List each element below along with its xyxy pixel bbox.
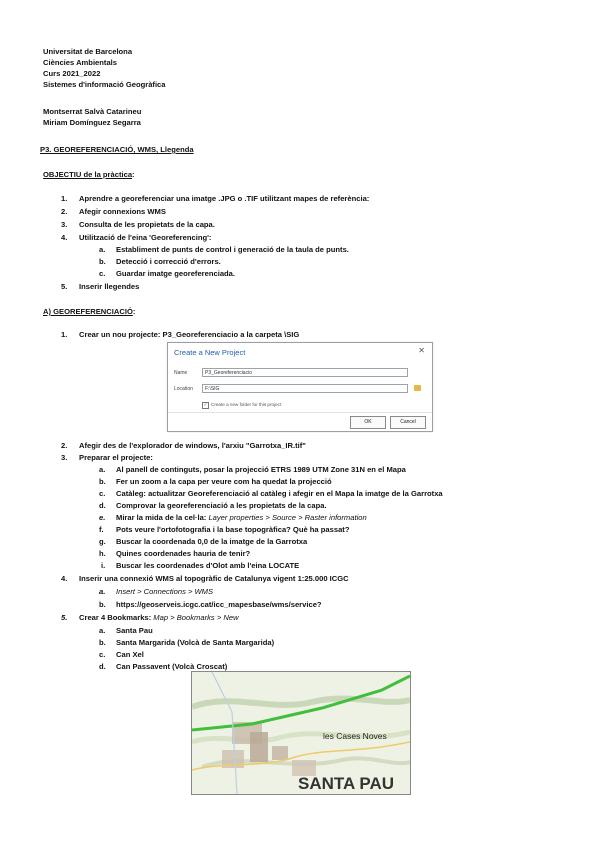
step2-text: Afegir des de l'explorador de windows, l'arxiu "Garrotxa_IR.tif" [79,441,306,450]
step3-num-i: i. [101,561,106,570]
map-label-cases: les Cases Noves [323,731,387,741]
step4-num: 4. [61,574,68,583]
step3-c: Catàleg: actualitzar Georeferenciació al catàleg i afegir en el Mapa la imatge de la Garrotxa [116,489,443,498]
step5-d: Can Passavent (Volcà Croscat) [116,662,228,671]
step3-num-h: h. [99,549,106,558]
step4-text: Inserir una connexió WMS al topogràfic de Catalunya vigent 1:25.000 ICGC [79,574,349,583]
author-2: Miriam Domínguez Segarra [43,118,141,127]
obj-item-5: Inserir llegendes [79,282,140,291]
step3-num-c: c. [99,489,106,498]
section-a-heading [43,307,135,317]
step3-g: Buscar la coordenada 0,0 de la imatge de la Garrotxa [116,537,308,546]
step3-a: Al panell de continguts, posar la projecció ETRS 1989 UTM Zone 31N en el Mapa [116,465,406,474]
obj-sub-num-b: b. [99,257,106,266]
folder-icon[interactable] [414,385,421,391]
obj-sub-b: Detecció i correcció d'errors. [116,257,221,266]
obj-num-1: 1. [61,194,68,203]
new-folder-checkbox-label: Create a new folder for this project [211,402,282,407]
step5-text [79,613,239,623]
step3-num-b: b. [99,477,106,486]
location-label: Location [174,386,193,392]
step5-c: Can Xel [116,650,144,659]
course: Curs 2021_2022 [43,69,101,78]
step3-num-f: f. [99,525,104,534]
step3-text: Preparar el projecte: [79,453,153,462]
step5-num-d: d. [99,662,106,671]
step5-num-a: a. [99,626,106,635]
step1-text: Crear un nou projecte: P3_Georeferenciacio a la carpeta \SIG [79,330,300,339]
step5-num-c: c. [99,650,106,659]
obj-sub-num-c: c. [99,269,106,278]
obj-item-4: Utilització de l'eina 'Georeferencing': [79,233,212,242]
checkbox-icon[interactable]: ✓ [203,402,208,408]
step4-num-b: b. [99,600,106,609]
name-field[interactable]: P3_Georeferenciacio [202,368,408,377]
obj-sub-c: Guardar imatge georeferenciada. [116,269,236,278]
name-label: Name [174,370,188,376]
map-label-town: SANTA PAU [298,774,395,793]
obj-item-1: Aprendre a georeferenciar una imatge .JPG o .TIF utilitzant mapes de referència: [79,194,370,203]
step3-num: 3. [61,453,68,462]
section-a-heading-text: A) GEOREFERENCIACIÓ [43,307,133,316]
step4-b: https://geoserveis.icgc.cat/icc_mapesbase/wms/service? [116,600,322,609]
step4-num-a: a. [99,587,106,596]
step1-num: 1. [61,330,68,339]
step3-e [116,513,367,523]
ok-button[interactable]: OK [350,416,386,429]
step2-num: 2. [61,441,68,450]
step4-a: Insert > Connections > WMS [116,587,214,596]
step5-text-main: Crear 4 Bookmarks: [79,613,154,622]
degree: Ciències Ambientals [43,58,117,67]
step3-b: Fer un zoom a la capa per veure com ha quedat la projecció [116,477,332,486]
step5-num-b: b. [99,638,106,647]
new-project-dialog [167,342,433,432]
step3-d: Comprovar la georeferenciació a les propietats de la capa. [116,501,327,510]
section-title: P3. GEOREFERENCIACIÓ, WMS, Llegenda [40,145,194,154]
step3-i: Buscar les coordenades d'Olot amb l'eina LOCATE [116,561,300,570]
obj-item-3: Consulta de les propietats de la capa. [79,220,215,229]
step5-num: 5. [61,613,68,622]
step3-num-g: g. [99,537,106,546]
dialog-separator [168,412,432,413]
obj-num-2: 2. [61,207,68,216]
obj-num-4: 4. [61,233,68,242]
step3-e-text: Mirar la mida de la cel·la: [116,513,209,522]
close-icon[interactable]: ✕ [418,346,425,355]
location-field[interactable]: F:\SIG [202,384,408,393]
obj-num-5: 5. [61,282,68,291]
step3-e-path: Layer properties > Source > Raster information [208,513,367,522]
objective-heading-text: OBJECTIU de la pràctica [43,170,133,179]
author-1: Montserrat Salvà Catarineu [43,107,142,116]
step3-f: Pots veure l'ortofotografia i la base topogràfica? Què ha passat? [116,525,350,534]
obj-num-3: 3. [61,220,68,229]
obj-sub-num-a: a. [99,245,106,254]
step3-num-a: a. [99,465,106,474]
obj-item-2: Afegir connexions WMS [79,207,166,216]
obj-sub-a: Establiment de punts de control i generació de la taula de punts. [116,245,349,254]
objective-heading-colon: : [132,170,135,179]
map-graphic [192,672,410,794]
step3-num-e: e. [99,513,106,522]
subject: Sistemes d'informació Geogràfica [43,80,166,89]
step5-a: Santa Pau [116,626,153,635]
topographic-map [191,671,411,795]
dialog-title: Create a New Project [174,348,246,357]
cancel-button[interactable]: Cancel [390,416,426,429]
objective-heading [43,170,135,180]
university: Universitat de Barcelona [43,47,133,56]
section-a-heading-colon: : [132,307,136,316]
step5-b: Santa Margarida (Volcà de Santa Margarida) [116,638,275,647]
step3-h: Quines coordenades hauria de tenir? [116,549,251,558]
step3-num-d: d. [99,501,106,510]
step5-path: Map > Bookmarks > New [153,613,239,622]
